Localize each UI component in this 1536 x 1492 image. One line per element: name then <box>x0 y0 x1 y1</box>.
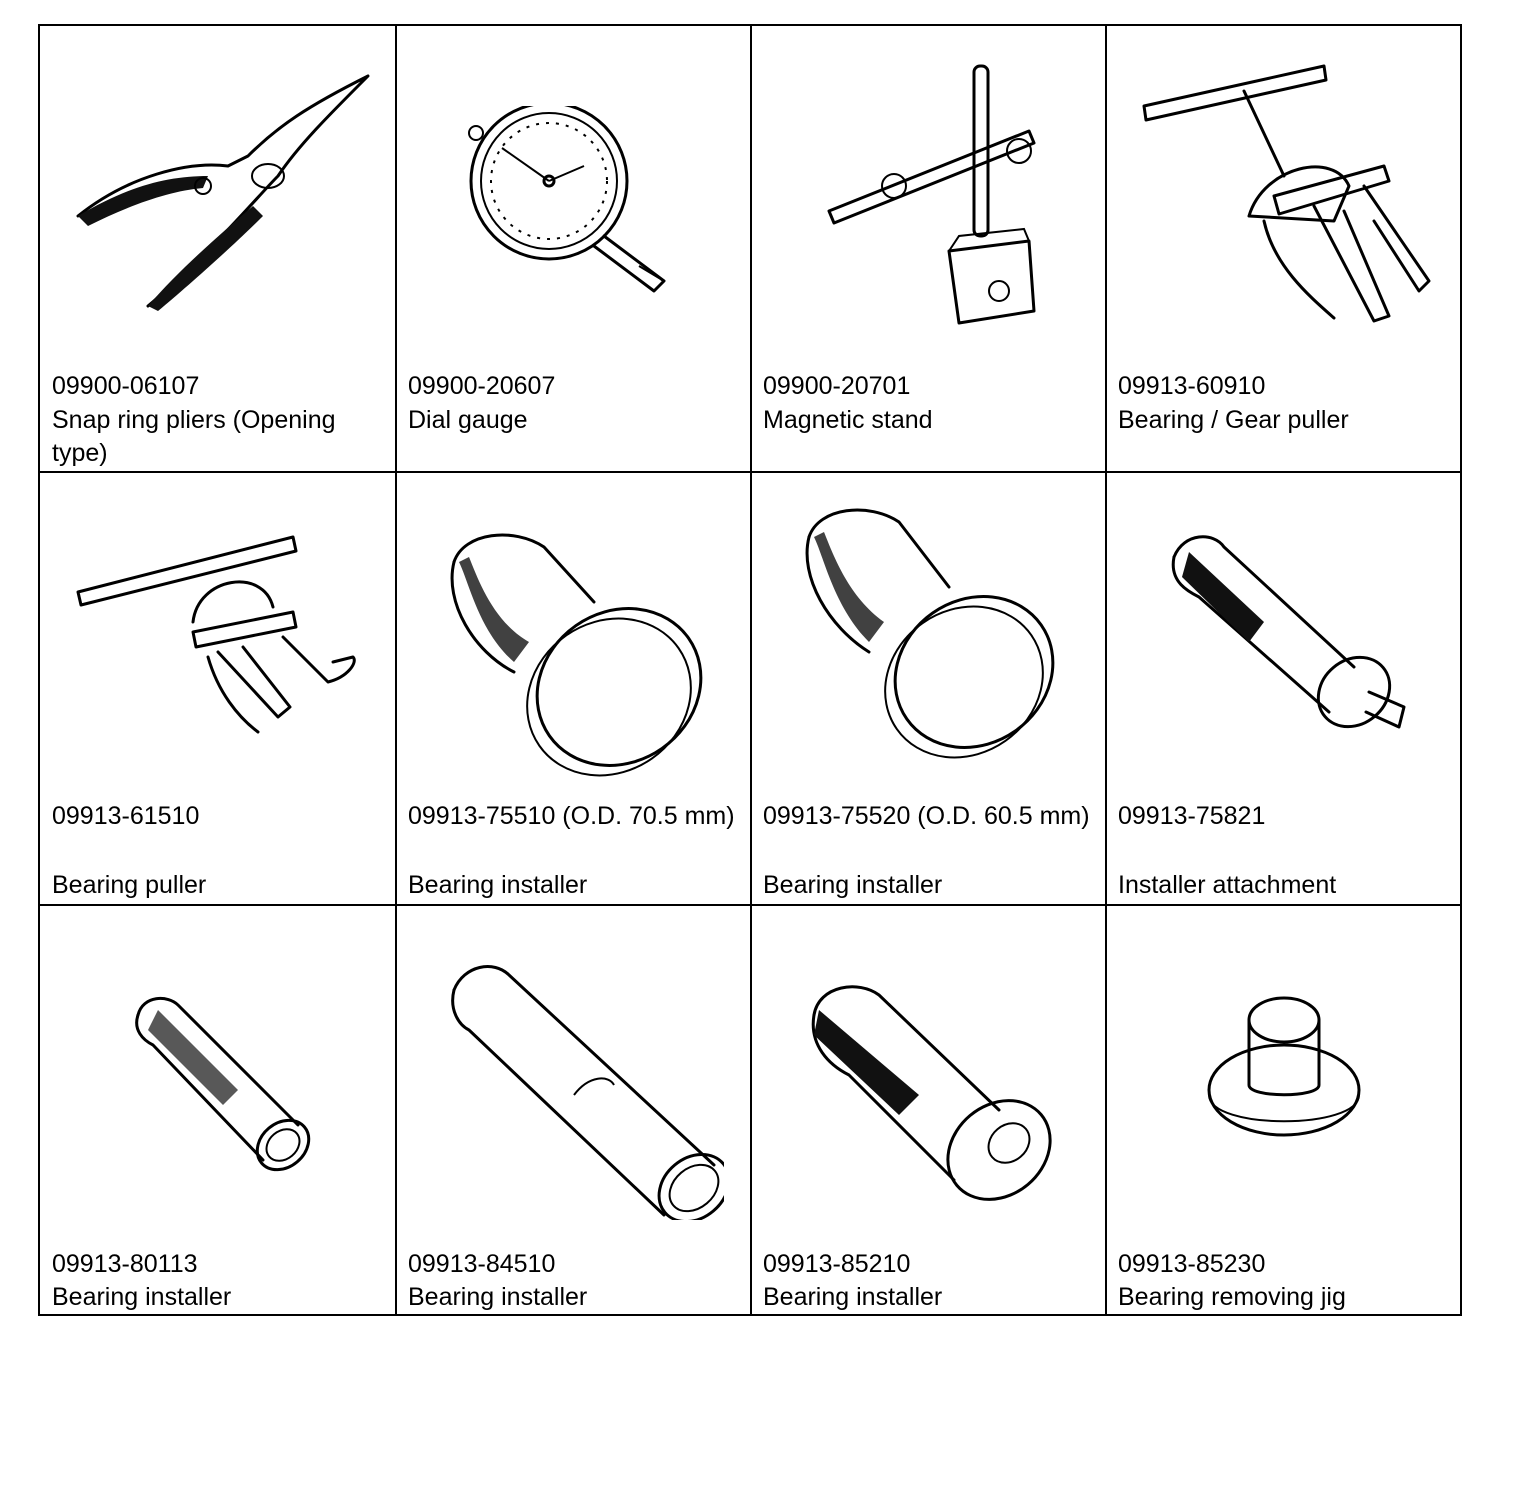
tool-cell <box>751 905 1106 1316</box>
part-number: 09913-75510 (O.D. 70.5 mm) <box>408 802 735 830</box>
tool-name: Bearing installer <box>763 871 943 899</box>
installer-attachment-icon <box>1106 527 1462 737</box>
part-number: 09913-80113 <box>52 1250 198 1278</box>
part-number: 09913-60910 <box>1118 372 1266 400</box>
part-number: 09913-85230 <box>1118 1250 1266 1278</box>
tool-name: Bearing installer <box>52 1283 232 1311</box>
part-number: 09900-06107 <box>52 372 200 400</box>
part-number: 09900-20701 <box>763 372 911 400</box>
tool-name: Installer attachment <box>1118 871 1337 899</box>
bearing-installer-medium-icon <box>751 497 1106 767</box>
part-number: 09913-85210 <box>763 1250 911 1278</box>
snap-ring-pliers-icon <box>40 66 396 316</box>
tool-name: Snap ring pliers (Opening type) <box>52 406 336 467</box>
bearing-removing-jig-icon <box>1106 990 1462 1150</box>
part-number: 09900-20607 <box>408 372 556 400</box>
bearing-installer-tube-icon <box>40 990 396 1180</box>
bearing-installer-large-icon <box>396 522 751 782</box>
tool-name: Bearing installer <box>408 871 588 899</box>
gear-puller-icon <box>1106 56 1462 326</box>
magnetic-stand-icon <box>751 61 1106 331</box>
tool-name: Magnetic stand <box>763 406 933 434</box>
special-tools-table <box>38 24 1462 1316</box>
bearing-installer-shaft-icon <box>751 965 1106 1205</box>
tool-cell <box>40 472 396 905</box>
tool-name: Dial gauge <box>408 406 528 434</box>
tool-name: Bearing installer <box>408 1283 588 1311</box>
tool-cell <box>40 905 396 1316</box>
tool-cell <box>396 905 751 1316</box>
bearing-installer-long-tube-icon <box>396 930 751 1220</box>
part-number: 09913-61510 <box>52 802 200 830</box>
tool-name: Bearing removing jig <box>1118 1283 1346 1311</box>
tool-cell <box>1106 26 1462 472</box>
part-number: 09913-84510 <box>408 1250 556 1278</box>
part-number: 09913-75821 <box>1118 802 1266 830</box>
tool-cell <box>1106 472 1462 905</box>
tool-cell <box>40 26 396 472</box>
part-number: 09913-75520 (O.D. 60.5 mm) <box>763 802 1090 830</box>
dial-gauge-icon <box>396 106 751 306</box>
bearing-puller-icon <box>40 527 396 737</box>
tool-name: Bearing / Gear puller <box>1118 406 1349 434</box>
tool-cell <box>751 472 1106 905</box>
tool-cell <box>396 472 751 905</box>
tool-cell <box>396 26 751 472</box>
tool-cell <box>751 26 1106 472</box>
tool-cell <box>1106 905 1462 1316</box>
tool-name: Bearing installer <box>763 1283 943 1311</box>
tool-name: Bearing puller <box>52 871 207 899</box>
